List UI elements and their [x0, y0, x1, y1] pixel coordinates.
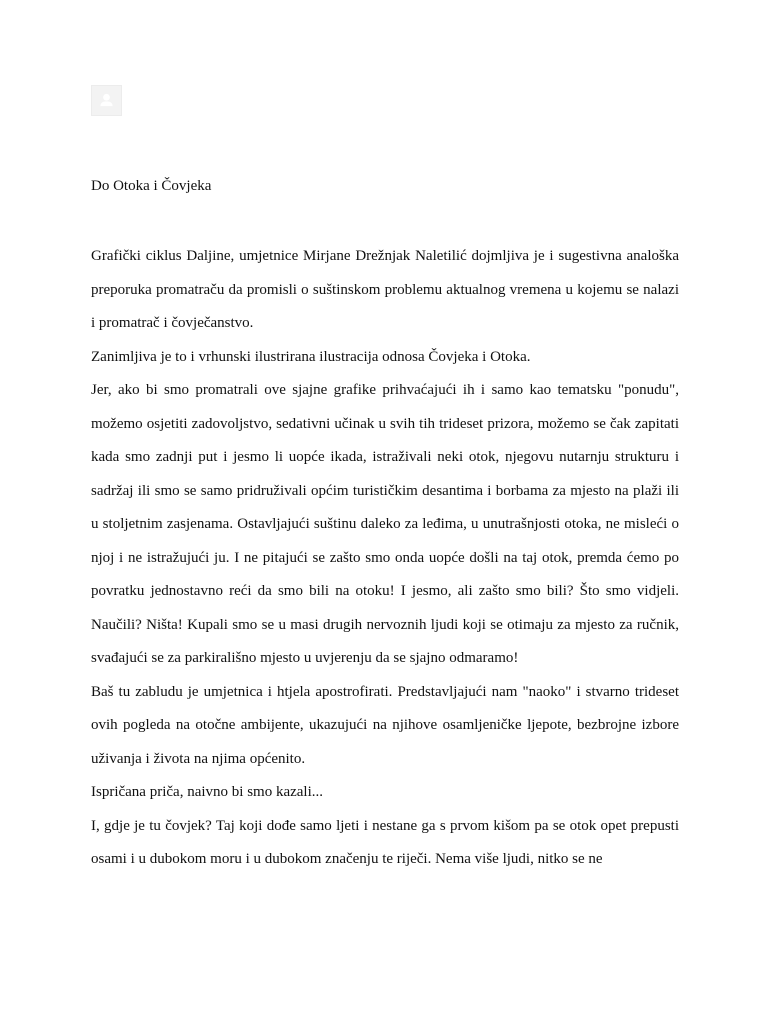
avatar: [91, 85, 122, 116]
paragraph: Jer, ako bi smo promatrali ove sjajne grafike prihvaćajući ih i samo kao tematsku "ponudu", možemo osjetiti zadovoljstvo, sedativni učinak u svih tih trideset prizora, možemo se čak zapitati kada smo zadnji put i jesmo li uopće ikada, istraživali neki otok, njegovu nutarnju strukturu i sadržaj ili smo se samo pridruživali općim turističkim desantima i borbama za mjesto na plaži ili u stoljetnim zasjenama. Ostavljajući suštinu daleko za leđima, u unutrašnjosti otoka, ne misleći o njoj i ne istražujući ju. I ne pitajući se zašto smo onda uopće došli na taj otok, premda ćemo po povratku jednostavno reći da smo bili na otoku! I jesmo, ali zašto smo bili? Što smo vidjeli. Naučili? Ništa! Kupali smo se u masi drugih nervoznih ljudi koji se otimaju za mjesto za ručnik, svađajući se za parkirališno mjesto u uvjerenju da se sjajno odmaramo!: [91, 382, 679, 666]
paragraph: I, gdje je tu čovjek? Taj koji dođe samo ljeti i nestane ga s prvom kišom pa se otok opet prepusti osami i u dubokom moru i u dubokom značenju te riječi. Nema više ljudi, nitko se ne: [91, 817, 679, 867]
document-body: [91, 240, 679, 877]
document-title: Do Otoka i Čovjeka: [91, 178, 212, 194]
user-icon: [92, 86, 121, 115]
paragraph: Grafički ciklus Daljine, umjetnice Mirjane Drežnjak Naletilić dojmljiva je i sugestivna analoška preporuka promatraču da promisli o suštinskom problemu aktualnog vremena u kojemu se nalazi i promatrač i čovječanstvo.: [91, 248, 679, 331]
paragraph: Ispričana priča, naivno bi smo kazali...: [91, 784, 324, 800]
paragraph: Baš tu zabludu je umjetnica i htjela apostrofirati. Predstavljajući nam "naoko" i stvarno trideset ovih pogleda na otočne ambijente, ukazujući na njihove osamljeničke ljepote, bezbrojne izbore uživanja i života na njima općenito.: [91, 683, 679, 767]
paragraph: Zanimljiva je to i vrhunski ilustrirana ilustracija odnosa Čovjeka i Otoka.: [91, 348, 531, 365]
